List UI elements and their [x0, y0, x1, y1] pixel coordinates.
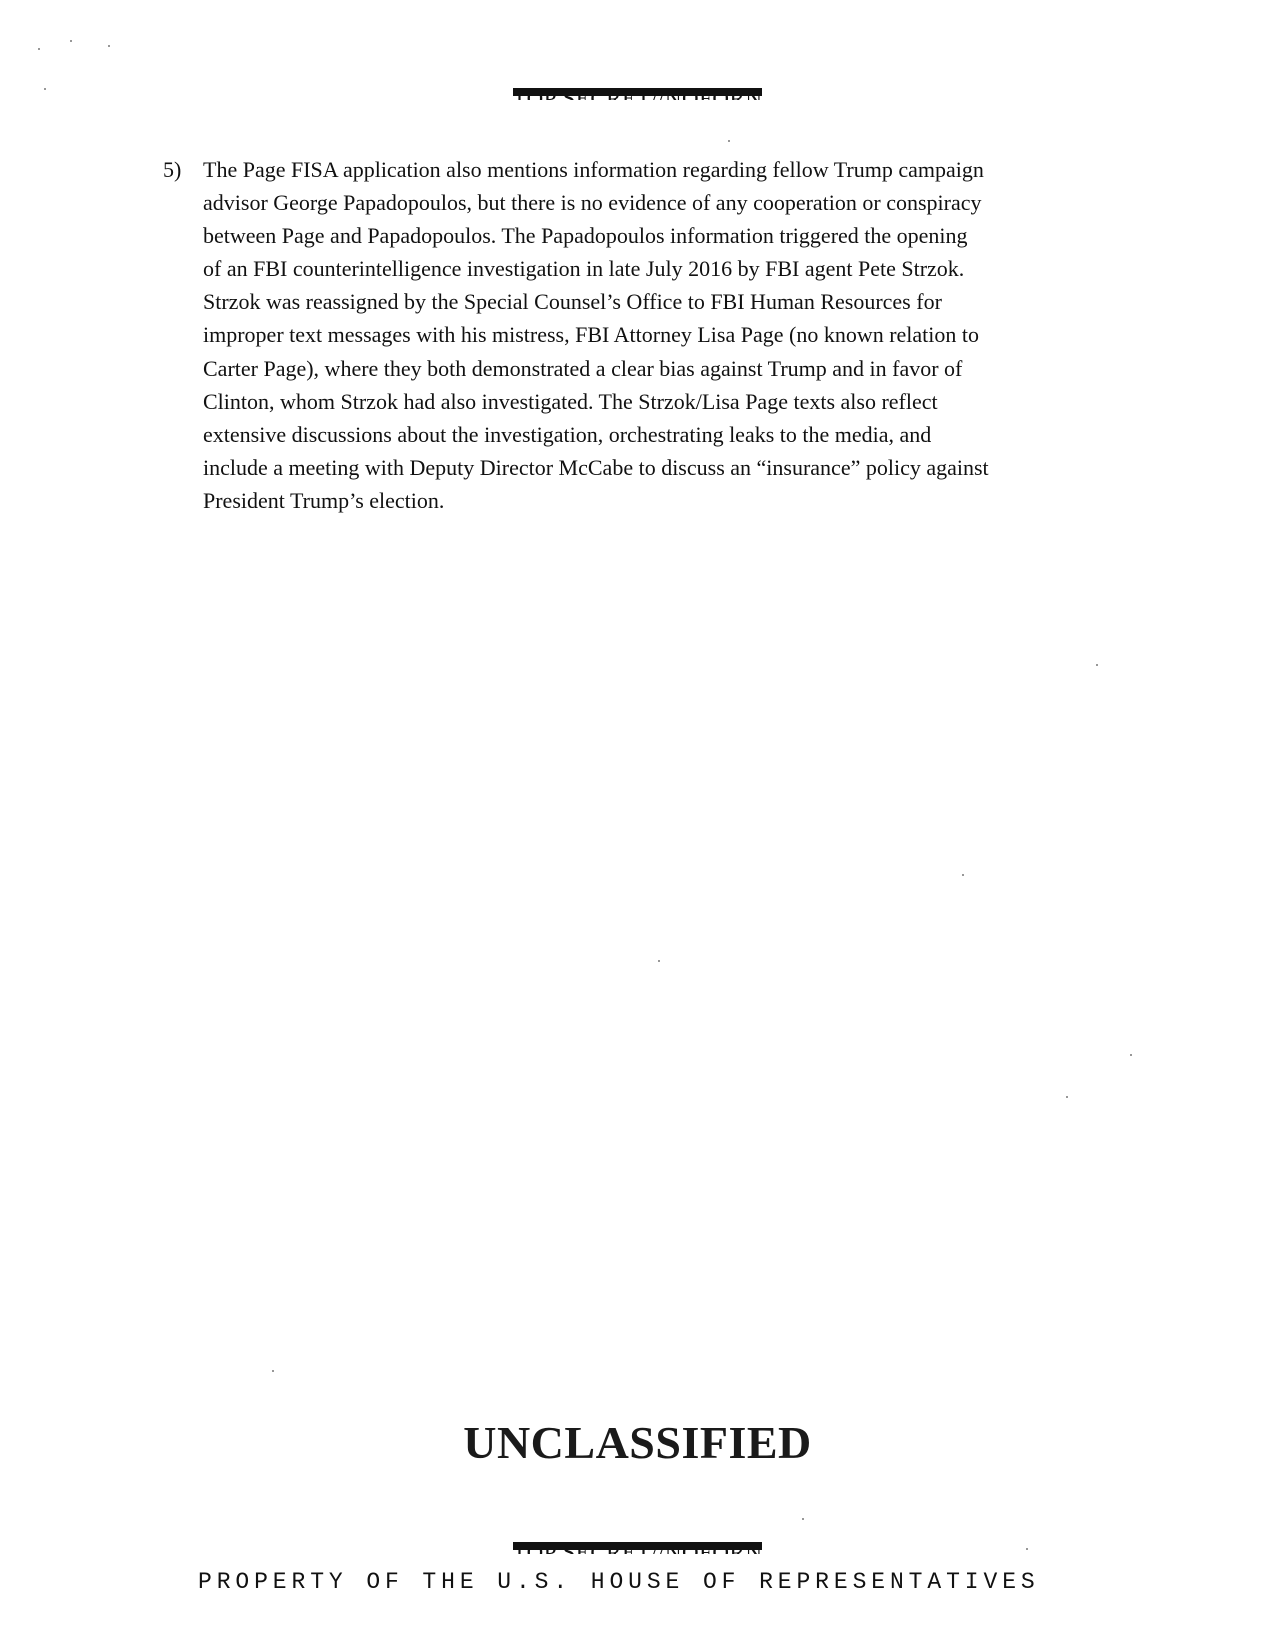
scan-speck	[1096, 664, 1098, 666]
scan-speck	[108, 45, 110, 47]
scan-speck	[802, 1518, 804, 1520]
scan-speck	[1066, 1096, 1068, 1098]
property-footer: PROPERTY OF THE U.S. HOUSE OF REPRESENTATIVES	[198, 1569, 1040, 1595]
redaction-strike	[513, 88, 763, 96]
scan-speck	[728, 140, 730, 142]
unclassified-stamp: UNCLASSIFIED	[463, 1417, 812, 1468]
paragraph-text: The Page FISA application also mentions information regarding fellow Trump campaign advisor George Papadopoulos, but there is no evidence of any cooperation or conspiracy between Page and Papadopoulos. The Papadopoulos information triggered the opening of an FBI counterintelligence investigation in late July 2016 by FBI agent Pete Strzok. Strzok was reassigned by the Special Counsel’s Office to FBI Human Resources for improper text messages with his mistress, FBI Attorney Lisa Page (no known relation to Carter Page), where they both demonstrated a clear bias against Trump and in favor of Clinton, whom Strzok had also investigated. The Strzok/Lisa Page texts also reflect extensive discussions about the investigation, orchestrating leaks to the media, and include a meeting with Deputy Director McCabe to discuss an “insurance” policy against President Trump’s election.	[203, 157, 989, 513]
scan-speck	[658, 960, 660, 962]
scan-speck	[38, 48, 40, 50]
scan-speck	[70, 40, 72, 42]
scan-speck	[1130, 1054, 1132, 1056]
scan-speck	[1026, 1548, 1028, 1550]
scan-speck	[44, 88, 46, 90]
paragraph-number: 5)	[163, 157, 182, 182]
bottom-classification-marking	[513, 1538, 763, 1554]
redaction-strike	[513, 1542, 763, 1550]
numbered-paragraph	[163, 153, 1103, 517]
scan-speck	[272, 1370, 274, 1372]
top-classification-marking	[513, 84, 763, 100]
scan-speck	[962, 874, 964, 876]
